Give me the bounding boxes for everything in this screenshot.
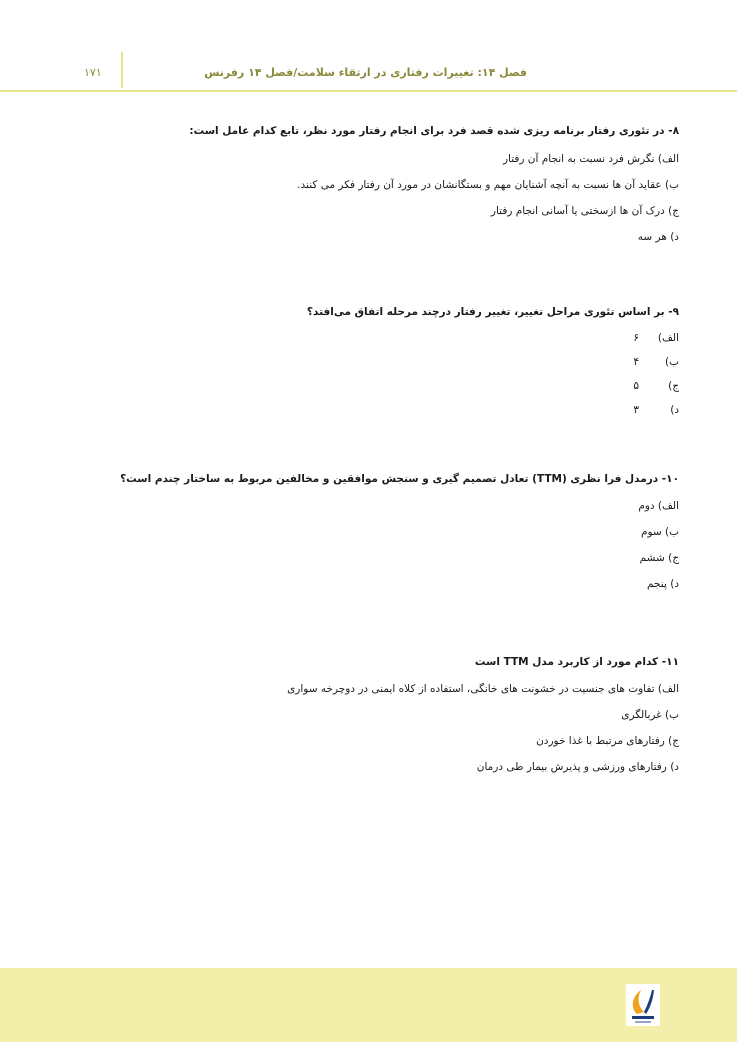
option-b: ب) عقاید آن ها نسبت به آنچه آشنایان مهم و بستگانشان در مورد آن رفتار فکر می کنند. — [297, 179, 679, 191]
chapter-title: فصل ۱۴: تغییرات رفتاری در ارتقاء سلامت/فصل ۱۴ رفرنس — [204, 66, 527, 79]
option-a: الف) نگرش فرد نسبت به انجام آن رفتار — [502, 153, 679, 165]
question-title: ۹- بر اساس تئوری مراحل تغییر، تغییر رفتار درچند مرحله اتفاق می‌افتد؟ — [306, 306, 679, 318]
option-label: الف) — [657, 332, 679, 344]
option-c: ج) درک آن ها ازسختی یا آسانی انجام رفتار — [490, 205, 679, 217]
option-a — [59, 331, 679, 345]
question-11 — [59, 655, 679, 774]
option-d: د) پنجم — [647, 578, 679, 590]
option-d — [59, 403, 679, 417]
publisher-logo-icon — [626, 984, 660, 1026]
option-b: ب) غربالگری — [621, 709, 679, 721]
option-value: ۶ — [633, 332, 639, 344]
option-value: ۳ — [633, 404, 639, 416]
option-a: الف) تفاوت های جنسیت در خشونت های خانگی، استفاده از کلاه ایمنی در دوچرخه سواری — [287, 683, 679, 695]
question-10 — [59, 472, 679, 591]
question-title: ۱۱- کدام مورد از کاربرد مدل TTM است — [474, 656, 679, 668]
option-d: د) هر سه — [637, 231, 679, 243]
option-d: د) رفتارهای ورزشی و پذیرش بیمار طی درمان — [476, 761, 679, 773]
header-divider — [121, 52, 123, 88]
page-footer — [0, 968, 737, 1042]
option-c — [59, 379, 679, 393]
question-title: ۱۰- درمدل فرا نظری (TTM) تعادل تصمیم گیری و سنجش موافقین و مخالفین مربوط به ساختار چندم است؟ — [120, 473, 679, 485]
option-a: الف) دوم — [638, 500, 679, 512]
option-b — [59, 355, 679, 369]
option-c: ج) رفتارهای مرتبط با غذا خوردن — [536, 735, 679, 747]
question-8 — [59, 124, 679, 244]
page-header — [0, 52, 737, 92]
page-number: ۱۷۱ — [84, 66, 102, 79]
option-label: ج) — [668, 380, 679, 392]
question-9 — [59, 305, 679, 417]
option-label: ب) — [665, 356, 679, 368]
question-title: ۸- در تئوری رفتار برنامه ریزی شده قصد فرد برای انجام رفتار مورد نظر، تابع کدام عامل است: — [189, 125, 679, 137]
option-label: د) — [670, 404, 679, 416]
option-value: ۴ — [633, 356, 639, 368]
option-c: ج) ششم — [639, 552, 679, 564]
option-value: ۵ — [633, 380, 639, 392]
option-b: ب) سوم — [640, 526, 679, 538]
